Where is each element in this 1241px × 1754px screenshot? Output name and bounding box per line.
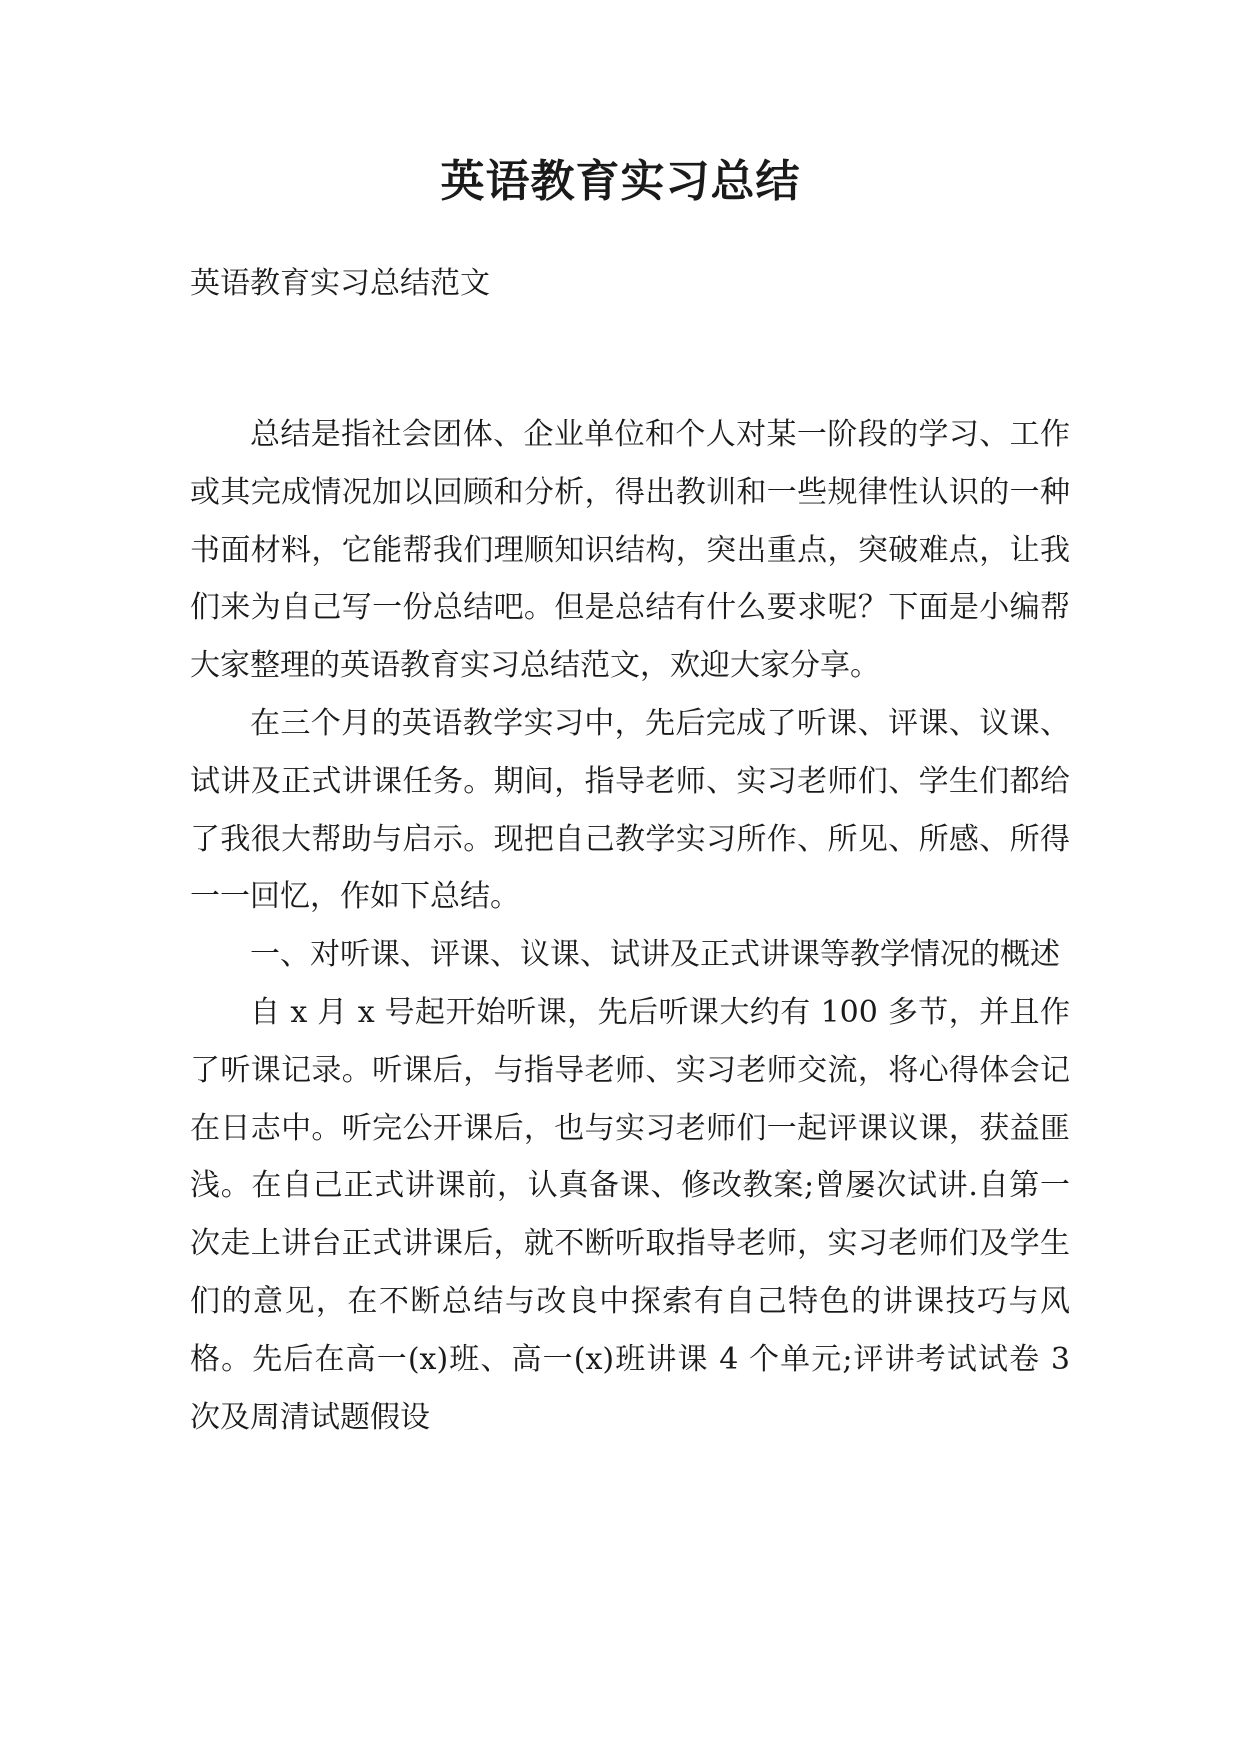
document-title: 英语教育实习总结: [440, 156, 801, 207]
paragraph-details: 自 x 月 x 号起开始听课，先后听课大约有 100 多节，并且作了听课记录。听课后，与指导老师、实习老师交流，将心得体会记在日志中。听完公开课后，也与实习老师们一起评课议课，获益匪浅。在自己正式讲课前，认真备课、修改教案;曾屡次试讲.自第一次走上讲台正式讲课后，就不断听取指导老师，实习老师们及学生们的意见，在不断总结与改良中探索有自己特色的讲课技巧与风格。先后在高一(x)班、高一(x)班讲课 4 个单元;评讲考试试卷 3 次及周清试题假设: [190, 994, 1070, 1435]
document-subtitle: 英语教育实习总结范文: [190, 266, 490, 301]
document-body: [190, 406, 1070, 1446]
paragraph-intro: 总结是指社会团体、企业单位和个人对某一阶段的学习、工作或其完成情况加以回顾和分析，得出教训和一些规律性认识的一种书面材料，它能帮我们理顺知识结构，突出重点，突破难点，让我们来为自己写一份总结吧。但是总结有什么要求呢？下面是小编帮大家整理的英语教育实习总结范文，欢迎大家分享。: [190, 417, 1070, 684]
section-heading: 一、对听课、评课、议课、试讲及正式讲课等教学情况的概述: [250, 937, 1060, 973]
paragraph-overview: 在三个月的英语教学实习中，先后完成了听课、评课、议课、试讲及正式讲课任务。期间，指导老师、实习老师们、学生们都给了我很大帮助与启示。现把自己教学实习所作、所见、所感、所得一一回忆，作如下总结。: [190, 705, 1070, 915]
